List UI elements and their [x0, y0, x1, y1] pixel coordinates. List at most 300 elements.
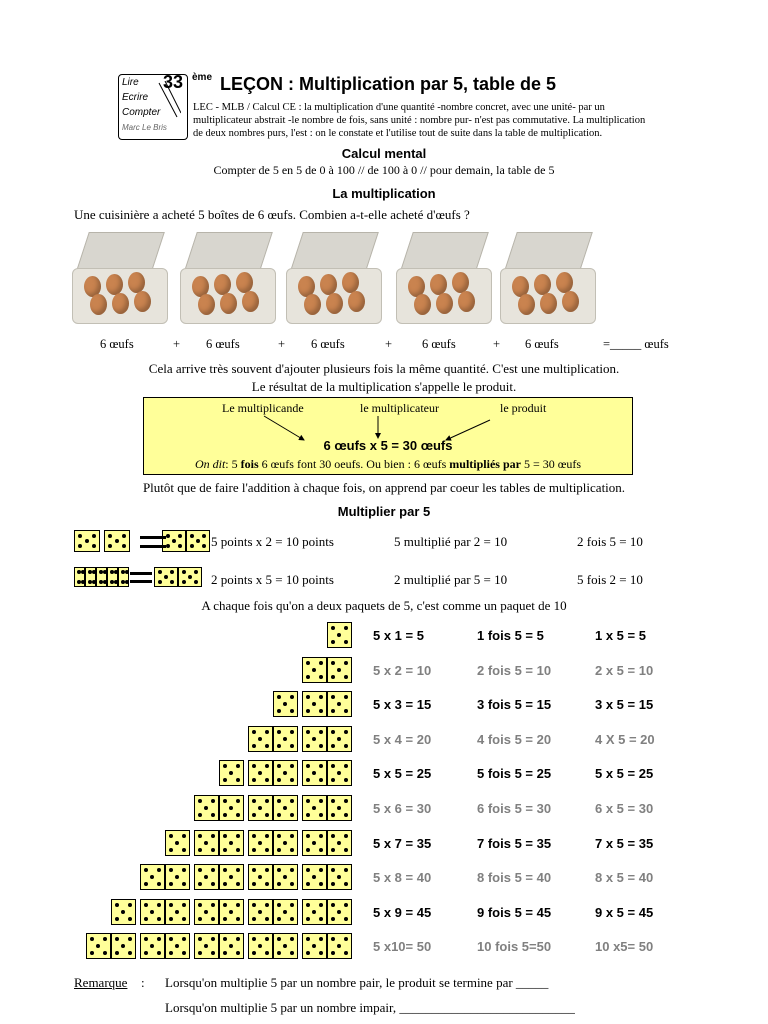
- domino: [165, 899, 190, 925]
- domino-dot: [277, 764, 281, 768]
- domino-dot: [223, 848, 227, 852]
- domino: [248, 933, 273, 959]
- equals-bar: [140, 545, 166, 548]
- domino-dot: [306, 730, 310, 734]
- domino-dot: [312, 737, 316, 741]
- domino-dot: [258, 910, 262, 914]
- domino-dot: [283, 702, 287, 706]
- domino-dot: [265, 951, 269, 955]
- domino-dot: [150, 910, 154, 914]
- domino-dot: [258, 806, 262, 810]
- domino-dot: [265, 937, 269, 941]
- domino-dot: [236, 868, 240, 872]
- domino-dot: [265, 744, 269, 748]
- domino-dot: [202, 544, 206, 548]
- domino-dot: [157, 937, 161, 941]
- domino-dot: [204, 910, 208, 914]
- row1-text: 5 points x 2 = 10 points: [211, 534, 334, 549]
- domino: [327, 760, 352, 786]
- table-cell: 7 fois 5 = 35: [477, 836, 552, 851]
- egg-box-image: [286, 232, 380, 324]
- ondit-multiplies: multipliés par: [449, 457, 521, 471]
- domino: [194, 795, 219, 821]
- table-cell: 10 fois 5=50: [477, 939, 552, 954]
- egg: [458, 291, 475, 312]
- domino: [327, 795, 352, 821]
- egg: [534, 274, 551, 295]
- domino-dot: [331, 640, 335, 644]
- domino-dot: [277, 813, 281, 817]
- domino-dot: [211, 868, 215, 872]
- domino-dot: [319, 709, 323, 713]
- domino-dot: [306, 661, 310, 665]
- egg: [134, 291, 151, 312]
- domino: [327, 933, 352, 959]
- domino-dot: [306, 778, 310, 782]
- egg: [214, 274, 231, 295]
- domino-dot: [190, 534, 194, 538]
- domino: [273, 726, 298, 752]
- domino: [165, 864, 190, 890]
- domino-dot: [258, 944, 262, 948]
- domino-dot: [344, 764, 348, 768]
- domino-dot: [121, 910, 125, 914]
- domino-dot: [344, 868, 348, 872]
- domino: [273, 830, 298, 856]
- egg: [198, 294, 215, 315]
- domino-dot: [198, 951, 202, 955]
- domino-dot: [236, 813, 240, 817]
- domino-dot: [236, 848, 240, 852]
- domino-dot: [319, 848, 323, 852]
- domino-dot: [223, 764, 227, 768]
- intro-text: [193, 101, 703, 140]
- domino-dot: [252, 937, 256, 941]
- domino-dot: [306, 744, 310, 748]
- table-cell: 9 x 5 = 45: [595, 905, 654, 920]
- domino: [327, 830, 352, 856]
- table-cell: 1 x 5 = 5: [595, 628, 646, 643]
- domino-dot: [312, 944, 316, 948]
- domino-dot: [128, 917, 132, 921]
- domino-dot: [211, 799, 215, 803]
- eggs-label: 6 œufs: [311, 337, 345, 351]
- domino-dot: [223, 813, 227, 817]
- domino-dot: [337, 702, 341, 706]
- table-cell: 5 x 1 = 5: [373, 628, 424, 643]
- domino: [273, 691, 298, 717]
- remark-label: Remarque: [74, 975, 128, 990]
- domino-dot: [319, 695, 323, 699]
- domino: [248, 726, 273, 752]
- domino-dot: [277, 868, 281, 872]
- definition-ondit: [144, 457, 632, 472]
- table-cell: 5 x 9 = 45: [373, 905, 432, 920]
- domino-dot: [182, 903, 186, 907]
- domino-dot: [258, 875, 262, 879]
- table-cell: 2 x 5 = 10: [595, 663, 654, 678]
- domino-dot: [290, 834, 294, 838]
- domino: [154, 567, 178, 587]
- egg: [342, 272, 359, 293]
- domino-dot: [211, 951, 215, 955]
- logo-word: Lire: [122, 77, 139, 88]
- egg: [326, 293, 343, 314]
- table-cell: 5 x 3 = 15: [373, 697, 432, 712]
- domino: [85, 567, 96, 587]
- logo-word: Ecrire: [122, 92, 149, 103]
- table-cell: 8 x 5 = 40: [595, 870, 654, 885]
- domino-dot: [78, 534, 82, 538]
- domino-dot: [265, 917, 269, 921]
- domino-dot: [157, 868, 161, 872]
- domino: [273, 933, 298, 959]
- domino-dot: [252, 744, 256, 748]
- domino-dot: [252, 813, 256, 817]
- domino-dot: [103, 937, 107, 941]
- domino: [219, 899, 244, 925]
- domino-dot: [128, 937, 132, 941]
- domino-dot: [252, 882, 256, 886]
- domino-dot: [198, 937, 202, 941]
- domino-dot: [277, 917, 281, 921]
- domino-dot: [252, 764, 256, 768]
- domino-dot: [115, 539, 119, 543]
- domino-dot: [198, 848, 202, 852]
- domino: [178, 567, 202, 587]
- definition-box: [143, 397, 633, 475]
- mental-text: Compter de 5 en 5 de 0 à 100 // de 100 à 0 // pour demain, la table de 5: [213, 163, 555, 177]
- domino-dot: [175, 910, 179, 914]
- domino-dot: [182, 868, 186, 872]
- domino: [327, 657, 352, 683]
- domino: [140, 864, 165, 890]
- domino-dot: [306, 951, 310, 955]
- egg-box-image: [500, 232, 594, 324]
- domino: [219, 864, 244, 890]
- domino-dot: [144, 937, 148, 941]
- domino-dot: [306, 868, 310, 872]
- domino-dot: [290, 744, 294, 748]
- domino-dot: [236, 764, 240, 768]
- domino-dot: [108, 534, 112, 538]
- domino-dot: [290, 730, 294, 734]
- domino-dot: [319, 778, 323, 782]
- domino-dot: [211, 813, 215, 817]
- domino-dot: [175, 875, 179, 879]
- domino-dot: [204, 806, 208, 810]
- egg-box-image: [180, 232, 274, 324]
- domino-dot: [108, 544, 112, 548]
- domino-dot: [236, 834, 240, 838]
- domino-dot: [169, 868, 173, 872]
- domino-dot: [175, 841, 179, 845]
- domino-dot: [337, 633, 341, 637]
- row1-text: 5 multiplié par 2 = 10: [394, 534, 508, 549]
- domino-dot: [170, 580, 174, 584]
- table-cell: 4 X 5 = 20: [595, 732, 655, 747]
- egg: [414, 294, 431, 315]
- domino-dot: [283, 875, 287, 879]
- domino-dot: [312, 702, 316, 706]
- plus-sign: +: [173, 337, 181, 351]
- domino-dot: [169, 882, 173, 886]
- domino-dot: [265, 834, 269, 838]
- domino-dot: [223, 917, 227, 921]
- domino: [219, 830, 244, 856]
- domino-dot: [312, 771, 316, 775]
- domino-dot: [182, 580, 186, 584]
- domino-dot: [169, 917, 173, 921]
- table-cell: 3 fois 5 = 15: [477, 697, 552, 712]
- domino-dot: [344, 903, 348, 907]
- table-cell: 5 x 4 = 20: [373, 732, 432, 747]
- domino-dot: [337, 737, 341, 741]
- domino-dot: [306, 848, 310, 852]
- domino-dot: [290, 709, 294, 713]
- domino-dot: [290, 882, 294, 886]
- domino: [219, 760, 244, 786]
- egg: [320, 274, 337, 295]
- domino-dot: [331, 778, 335, 782]
- domino-dot: [344, 813, 348, 817]
- row2-text: 2 points x 5 = 10 points: [211, 572, 334, 587]
- domino-dot: [229, 875, 233, 879]
- table-cell: 2 fois 5 = 10: [477, 663, 552, 678]
- domino-dot: [158, 580, 162, 584]
- domino-dot: [312, 875, 316, 879]
- domino-dot: [337, 841, 341, 845]
- domino: [248, 760, 273, 786]
- domino-dot: [290, 917, 294, 921]
- domino-dot: [196, 539, 200, 543]
- domino-dot: [283, 910, 287, 914]
- domino: [327, 864, 352, 890]
- egg: [562, 291, 579, 312]
- domino: [140, 933, 165, 959]
- domino-dot: [306, 937, 310, 941]
- lesson-number: 33: [163, 72, 184, 92]
- ondit-part: 6 œufs font 30 oeufs. Ou bien : 6 œufs: [258, 457, 450, 471]
- domino-dot: [277, 834, 281, 838]
- domino-dot: [223, 868, 227, 872]
- domino-dot: [306, 764, 310, 768]
- domino-dot: [198, 882, 202, 886]
- domino-dot: [277, 778, 281, 782]
- domino: [248, 864, 273, 890]
- multiplier-heading: Multiplier par 5: [337, 504, 431, 519]
- table-cell: 6 x 5 = 30: [595, 801, 654, 816]
- logo-word: Marc Le Bris: [122, 123, 167, 132]
- domino-dot: [290, 799, 294, 803]
- domino-dot: [144, 903, 148, 907]
- domino-dot: [290, 868, 294, 872]
- domino-dot: [344, 882, 348, 886]
- domino: [248, 830, 273, 856]
- domino-dot: [306, 917, 310, 921]
- domino-dot: [229, 944, 233, 948]
- domino-dot: [306, 695, 310, 699]
- domino-dot: [312, 668, 316, 672]
- domino: [327, 622, 352, 648]
- label-multiplicande: Le multiplicande: [222, 401, 304, 415]
- table-cell: 4 fois 5 = 20: [477, 732, 552, 747]
- row1-text: 2 fois 5 = 10: [577, 534, 643, 549]
- domino-dot: [204, 944, 208, 948]
- domino-dot: [169, 951, 173, 955]
- eggs-label: 6 œufs: [525, 337, 559, 351]
- domino-dot: [182, 951, 186, 955]
- domino-dot: [319, 951, 323, 955]
- egg: [236, 272, 253, 293]
- domino-dot: [265, 868, 269, 872]
- table-cell: 5 x 5 = 25: [595, 766, 654, 781]
- domino-dot: [319, 675, 323, 679]
- domino-dot: [223, 882, 227, 886]
- row2-text: 5 fois 2 = 10: [577, 572, 643, 587]
- table-cell: 5 x10= 50: [373, 939, 432, 954]
- domino: [302, 899, 327, 925]
- domino-dot: [258, 771, 262, 775]
- table-cell: 5 x 7 = 35: [373, 836, 432, 851]
- domino-dot: [178, 544, 182, 548]
- domino-dot: [202, 534, 206, 538]
- domino: [86, 933, 111, 959]
- domino-dot: [344, 937, 348, 941]
- domino-dot: [277, 709, 281, 713]
- domino-dot: [144, 951, 148, 955]
- domino-dot: [96, 944, 100, 948]
- label-produit: le produit: [500, 401, 547, 415]
- intro-line: multiplicateur abstrait -le nombre de fois, sans unité : nombre pur- n'est pas commutative. La multiplication: [193, 115, 646, 126]
- domino-dot: [283, 806, 287, 810]
- domino: [302, 691, 327, 717]
- domino-dot: [169, 937, 173, 941]
- table-cell: 10 x5= 50: [595, 939, 654, 954]
- domino-dot: [277, 848, 281, 852]
- domino-dot: [331, 626, 335, 630]
- egg: [304, 294, 321, 315]
- domino: [118, 567, 129, 587]
- domino: [194, 864, 219, 890]
- domino-dot: [331, 695, 335, 699]
- domino-dot: [319, 661, 323, 665]
- table-cell: 5 x 6 = 30: [373, 801, 432, 816]
- domino: [302, 933, 327, 959]
- domino-dot: [128, 951, 132, 955]
- domino-dot: [265, 764, 269, 768]
- domino-dot: [290, 813, 294, 817]
- egg: [430, 274, 447, 295]
- egg: [242, 291, 259, 312]
- domino-dot: [223, 834, 227, 838]
- equals-bar: [130, 580, 152, 583]
- domino-dot: [337, 875, 341, 879]
- definition-equation: 6 œufs x 5 = 30 œufs: [323, 438, 453, 453]
- domino-dot: [150, 875, 154, 879]
- domino-dot: [198, 834, 202, 838]
- domino-dot: [277, 744, 281, 748]
- domino-dot: [265, 813, 269, 817]
- domino: [219, 795, 244, 821]
- domino-dot: [229, 841, 233, 845]
- domino: [194, 899, 219, 925]
- domino-dot: [92, 544, 96, 548]
- domino-dot: [312, 910, 316, 914]
- domino: [273, 760, 298, 786]
- egg: [220, 293, 237, 314]
- page-title: LEÇON : Multiplication par 5, table de 5: [220, 74, 557, 94]
- domino-dot: [306, 834, 310, 838]
- domino-dot: [252, 848, 256, 852]
- domino-dot: [211, 937, 215, 941]
- domino: [194, 830, 219, 856]
- domino-dot: [236, 799, 240, 803]
- domino-dot: [252, 903, 256, 907]
- table-cell: 8 fois 5 = 40: [477, 870, 552, 885]
- domino-dot: [258, 737, 262, 741]
- domino-dot: [319, 744, 323, 748]
- domino-dot: [306, 813, 310, 817]
- domino-dot: [331, 709, 335, 713]
- domino-dot: [182, 917, 186, 921]
- domino-dot: [211, 903, 215, 907]
- domino-dot: [344, 799, 348, 803]
- domino: [302, 726, 327, 752]
- domino: [111, 933, 136, 959]
- domino-dot: [172, 539, 176, 543]
- lesson-sup: ème: [192, 72, 213, 83]
- domino-dot: [265, 799, 269, 803]
- domino: [302, 830, 327, 856]
- table-cell: 3 x 5 = 15: [595, 697, 654, 712]
- domino-dot: [290, 903, 294, 907]
- domino-dot: [92, 534, 96, 538]
- domino-dot: [125, 580, 129, 584]
- domino-dot: [331, 848, 335, 852]
- ondit-label: On dit: [194, 457, 226, 471]
- domino-dot: [169, 903, 173, 907]
- domino-dot: [331, 834, 335, 838]
- domino-dot: [90, 951, 94, 955]
- domino-dot: [178, 534, 182, 538]
- remark-line: Lorsqu'on multiplie 5 par un nombre impair, ___________________________: [165, 1000, 575, 1015]
- domino-dot: [337, 668, 341, 672]
- domino-dot: [211, 882, 215, 886]
- table-cell: 5 x 5 = 25: [373, 766, 432, 781]
- domino-dot: [229, 806, 233, 810]
- domino-dot: [319, 730, 323, 734]
- domino-dot: [331, 937, 335, 941]
- egg: [518, 294, 535, 315]
- egg: [556, 272, 573, 293]
- domino-dot: [344, 626, 348, 630]
- domino-dot: [252, 778, 256, 782]
- domino-dot: [166, 534, 170, 538]
- domino-dot: [211, 834, 215, 838]
- tables-line: Plutôt que de faire l'addition à chaque fois, on apprend par coeur les tables de multiplication.: [142, 480, 626, 495]
- domino-dot: [182, 937, 186, 941]
- egg: [106, 274, 123, 295]
- ondit-fois: fois: [240, 457, 259, 471]
- egg: [348, 291, 365, 312]
- domino: [327, 899, 352, 925]
- domino: [248, 899, 273, 925]
- domino-dot: [223, 778, 227, 782]
- domino-dot: [331, 661, 335, 665]
- domino-dot: [283, 771, 287, 775]
- domino: [273, 899, 298, 925]
